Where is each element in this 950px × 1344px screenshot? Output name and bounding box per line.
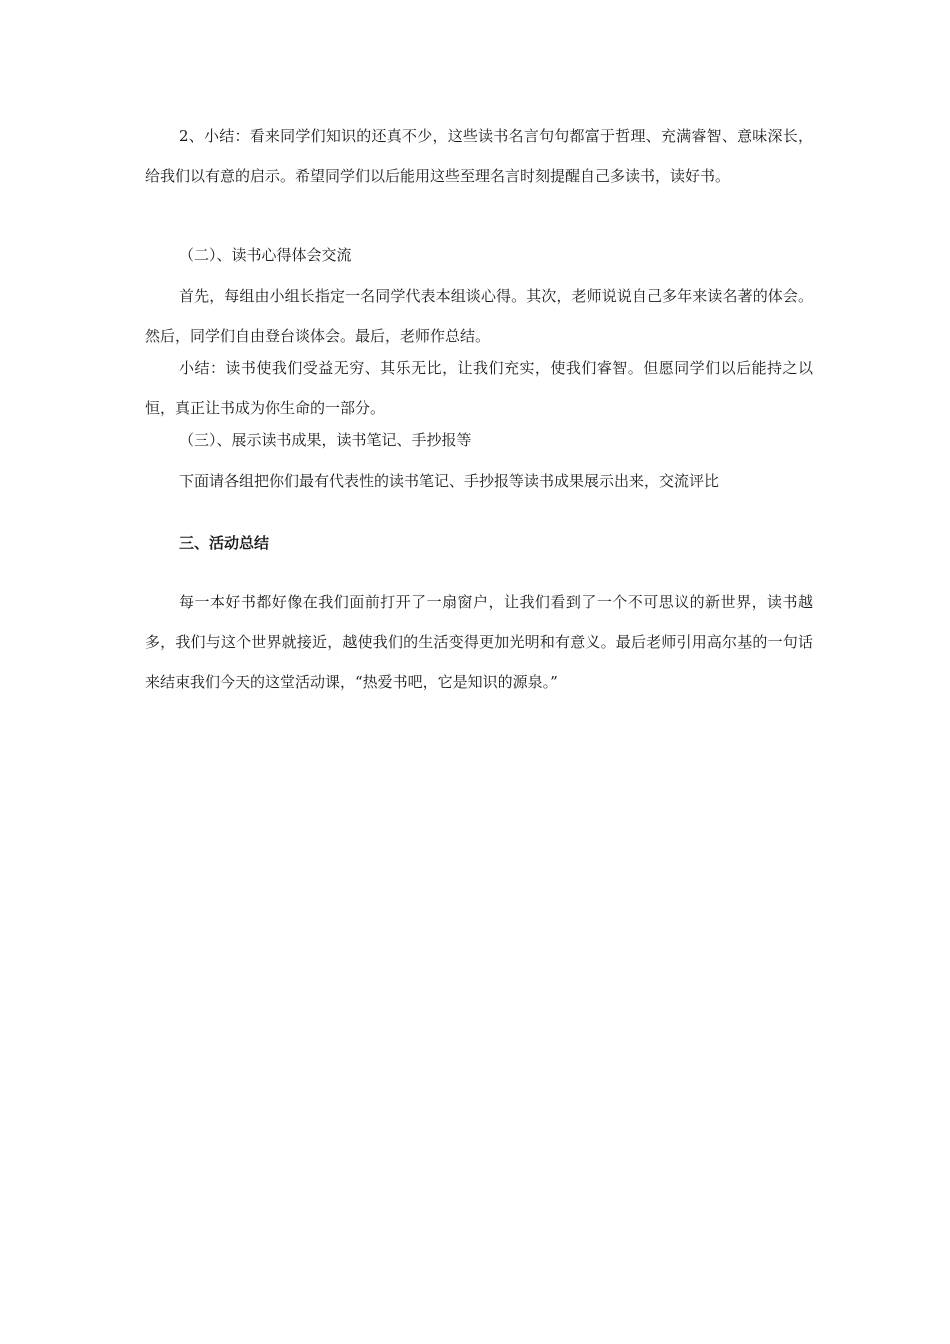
section-title-activity-summary: 三、活动总结 (179, 534, 270, 552)
paragraph-show-results: 下面请各组把你们最有代表性的读书笔记、手抄报等读书成果展示出来，交流评比 (179, 472, 720, 490)
paragraph-summary-reading: 小结：读书使我们受益无穷、其乐无比，让我们充实，使我们睿智。但愿同学们以后能持之以恒，真正让书成为你生命的一部分。 (145, 359, 813, 417)
paragraph-activity-summary: 每一本好书都好像在我们面前打开了一扇窗户，让我们看到了一个不可思议的新世界，读书越多，我们与这个世界就接近，越使我们的生活变得更加光明和有意义。最后老师引用高尔基的一句话来结束我们今天的这堂活动课，“热爱书吧，它是知识的源泉。” (145, 593, 813, 691)
subheading-reading-exchange: （二）、读书心得体会交流 (179, 246, 352, 264)
paragraph-exchange-steps: 首先，每组由小组长指定一名同学代表本组谈心得。其次，老师说说自己多年来读名著的体会。然后，同学们自由登台谈体会。最后，老师作总结。 (145, 287, 813, 345)
subheading-show-results: （三）、展示读书成果，读书笔记、手抄报等 (179, 431, 472, 449)
paragraph-summary-quotes: 2、小结：看来同学们知识的还真不少，这些读书名言句句都富于哲理、充满睿智、意味深长，给我们以有意的启示。希望同学们以后能用这些至理名言时刻提醒自己多读书，读好书。 (145, 127, 813, 185)
